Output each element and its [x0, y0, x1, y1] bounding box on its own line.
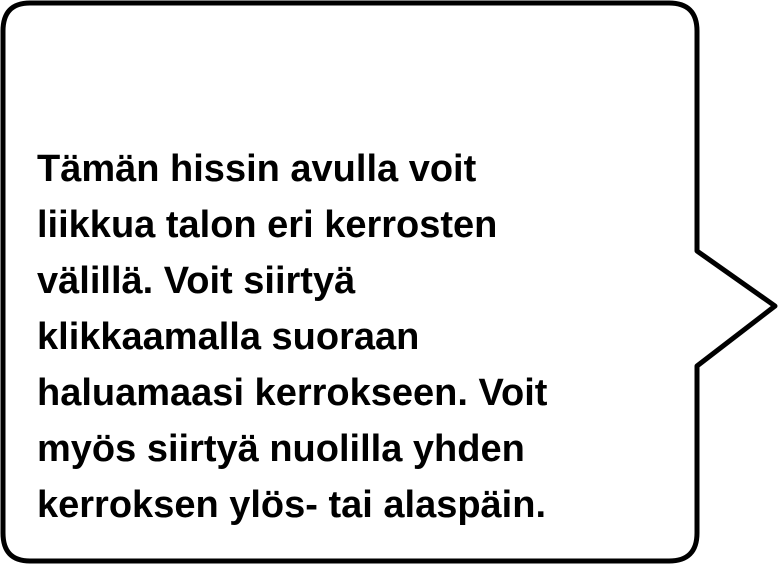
tooltip-line: haluamaasi kerrokseen. Voit [37, 372, 548, 414]
tooltip-line: myös siirtyä nuolilla yhden [37, 428, 525, 470]
tooltip-line: Tämän hissin avulla voit [37, 148, 477, 190]
tooltip-message [37, 141, 677, 533]
tooltip-line: välillä. Voit siirtyä [37, 260, 356, 302]
tooltip-line: klikkaamalla suoraan [37, 316, 420, 358]
tooltip-line: liikkua talon eri kerrosten [37, 204, 498, 246]
tooltip-line: kerroksen ylös- tai alaspäin. [37, 484, 547, 526]
